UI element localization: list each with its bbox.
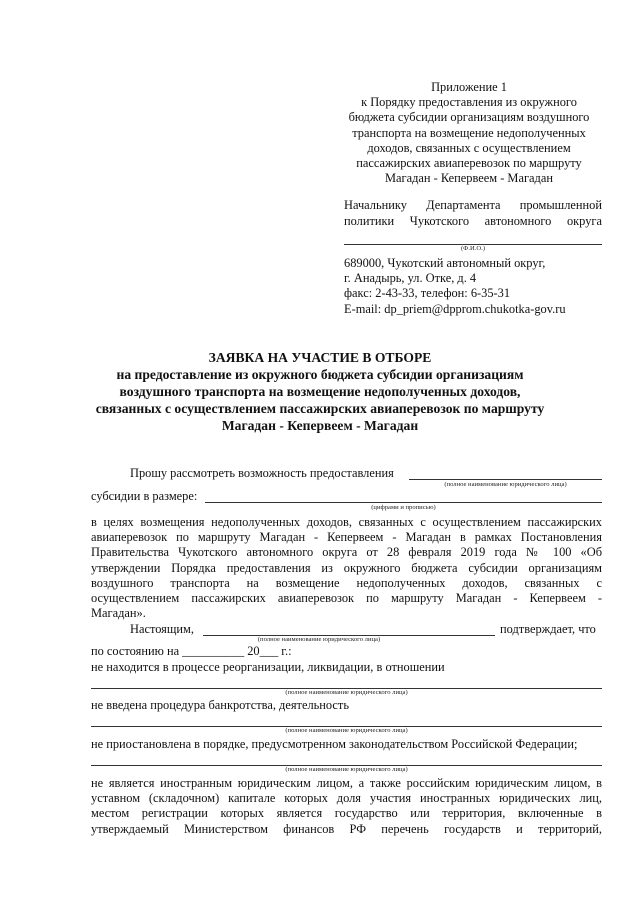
- entity-name-field[interactable]: [409, 479, 602, 480]
- foreign-line: не является иностранным юридическим лицом, а также российским юридическим лицом, в: [91, 776, 602, 790]
- appendix-line: к Порядку предоставления из окружного: [361, 95, 577, 110]
- as-of-date[interactable]: по состоянию на __________ 20___ г.:: [91, 644, 292, 658]
- address-line: г. Анадырь, ул. Отке, д. 4: [344, 271, 477, 286]
- purpose-line: в целях возмещения недополученных доходов, связанных с осуществлением пассажирских: [91, 515, 602, 529]
- foreign-line: уставном (складочном) капитале которых доля участия иностранных юридических лиц,: [91, 791, 602, 806]
- hereby-text: Настоящим,: [130, 622, 194, 636]
- purpose-line: авиаперевозок по маршруту Магадан - Кепервеем - Магадан в рамках Постановления: [91, 530, 602, 545]
- document-title: [90, 349, 550, 434]
- appendix-line: Приложение 1: [431, 80, 507, 94]
- purpose-line: Магадан».: [91, 606, 146, 621]
- no-bankruptcy-text: не введена процедура банкротства, деятельность: [91, 698, 350, 712]
- address-line: E-mail: dp_priem@dpprom.chukotka-gov.ru: [344, 301, 566, 316]
- appendix-line: Магадан - Кепервеем - Магадан: [385, 171, 553, 186]
- address-block: [344, 256, 614, 317]
- entity-caption: (полное наименование юридического лица): [444, 481, 567, 488]
- request-text: Прошу рассмотреть возможность предоставления: [130, 466, 394, 480]
- address-line: факс: 2-43-33, телефон: 6-35-31: [344, 286, 511, 301]
- appendix-line: доходов, связанных с осуществлением: [367, 140, 571, 155]
- purpose-line: Правительства Чукотского автономного округа от 28 февраля 2019 года № 100 «Об: [91, 545, 602, 560]
- purpose-line: осуществлением пассажирских авиаперевозок по маршруту Магадан - Кепервеем -: [91, 591, 602, 606]
- addressee-line-2: политики Чукотского автономного округа: [344, 214, 602, 228]
- entity-caption: (полное наименование юридического лица): [285, 727, 408, 734]
- entity-caption: (полное наименование юридического лица): [257, 636, 381, 643]
- foreign-line: утверждаемый Министерством финансов РФ перечень государств и территорий,: [91, 821, 602, 836]
- fio-caption: (Ф.И.О.): [460, 245, 486, 252]
- foreign-line: местом регистрации которых является государство или территория, включенные в: [91, 806, 602, 821]
- foreign-entity-paragraph: [91, 776, 602, 837]
- subsidy-amount-field[interactable]: [205, 502, 602, 503]
- title-line-4: связанных с осуществлением пассажирских авиаперевозок по маршруту: [95, 401, 545, 416]
- no-reorganization-text: не находится в процессе реорганизации, ликвидации, в отношении: [91, 660, 445, 674]
- appendix-line: бюджета субсидии организациям воздушного: [348, 110, 590, 125]
- entity-caption: (полное наименование юридического лица): [285, 766, 408, 773]
- appendix-block: [330, 80, 608, 186]
- title-line-1: ЗАЯВКА НА УЧАСТИЕ В ОТБОРЕ: [208, 350, 432, 365]
- entity-caption: (полное наименование юридического лица): [285, 689, 408, 696]
- subsidy-label: субсидии в размере:: [91, 489, 198, 503]
- not-suspended-text: не приостановлена в порядке, предусмотренном законодательством Российской Федерации;: [91, 737, 578, 751]
- address-line: 689000, Чукотский автономный округ,: [344, 256, 546, 270]
- purpose-paragraph: [91, 515, 602, 621]
- confirms-text: подтверждает, что: [500, 622, 596, 636]
- appendix-line: транспорта на возмещение недополученных: [352, 125, 586, 140]
- appendix-line: пассажирских авиаперевозок по маршруту: [356, 156, 582, 171]
- purpose-line: утверждении Порядка предоставления из окружного бюджета субсидии организациям: [91, 560, 602, 575]
- title-line-2: на предоставление из окружного бюджета субсидии организациям: [116, 367, 524, 382]
- amount-caption: (цифрами и прописью): [371, 504, 436, 511]
- addressee-line-1: Начальнику Департамента промышленной: [344, 198, 602, 212]
- purpose-line: воздушного транспорта на возмещение недополученных доходов, связанных с: [91, 575, 602, 590]
- title-line-3: воздушного транспорта на возмещение недополученных доходов,: [119, 384, 521, 399]
- title-line-5: Магадан - Кепервеем - Магадан: [221, 418, 419, 433]
